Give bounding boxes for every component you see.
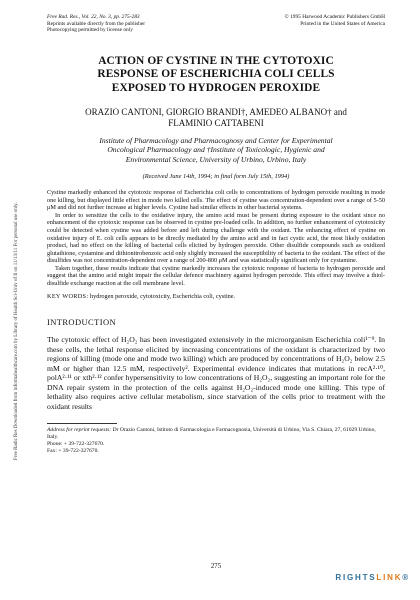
reprints-note: Reprints available directly from the publisher — [47, 20, 146, 27]
rightslink-wordmark — [335, 573, 410, 582]
reprint-address-footnote — [47, 427, 385, 454]
author-line: ORAZIO CANTONI, GIORGIO BRANDI†, AMEDEO ALBANO† and — [85, 107, 347, 117]
journal-header — [47, 14, 385, 34]
rightslink-word-2: LINK — [376, 573, 403, 582]
footnote-divider — [47, 423, 117, 424]
download-watermark — [2, 130, 18, 460]
introduction-body — [47, 335, 385, 411]
keywords — [47, 293, 385, 300]
journal-header-right — [285, 14, 385, 34]
author-list — [47, 107, 385, 129]
rightslink-word-1: RIGHTS — [335, 573, 377, 582]
keywords-label: KEY WORDS: — [47, 293, 89, 301]
footnote-fax: Fax: + 39-722-327670. — [47, 447, 99, 454]
affiliation-line: Institute of Pharmacology and Pharmacognosy and Center for Experimental — [99, 136, 333, 145]
introduction-paragraph: The cytotoxic effect of H₂O₂ has been investigated extensively in the microorganism Escherichia coli¹⁻⁹. In these cells, the lethal response elicited by increasing concentrations of the oxidant is characterized by two regions of killing (mode one and mode two killing) which are produced by concentrations of H₂O₂ below 2.5 mM or higher than 12.5 mM, respectively². Experimental evidence indicates that mutations in recA²·¹⁰, polA²·¹¹ or xth²·¹² confer hypersensitivity to low concentrations of H₂O₂, suggesting an important role for the DNA repair system in the protection of the cells against H₂O₂-induced mode one killing. This type of lethality also requires active cellular metabolism, since starvation of the cells prior to treatment with the oxidant results — [47, 335, 385, 411]
photocopy-note: Photocopying permitted by license only — [47, 27, 133, 34]
download-watermark-text: Free Radic Res Downloaded from informahealthcare.com by Library of Health Sci-Univ of Il on 11/13/11 For personal use only. — [14, 202, 19, 460]
affiliation-line: Oncological Pharmacology and †Institute of Toxicologic, Hygienic and — [107, 145, 325, 155]
title-line: EXPOSED TO HYDROGEN PEROXIDE — [111, 81, 321, 94]
title-line: ACTION OF CYSTINE IN THE CYTOTOXIC — [98, 54, 334, 67]
page-number: 275 — [210, 563, 222, 570]
author-line: FLAMINIO CATTABENI — [168, 118, 264, 128]
rightslink-mark: ® — [402, 573, 410, 582]
abstract — [47, 189, 385, 287]
rightslink-logo[interactable] — [335, 573, 410, 582]
title-line: RESPONSE OF ESCHERICHIA COLI CELLS — [97, 68, 335, 81]
printed-note: Printed in the United States of America — [300, 20, 385, 27]
section-heading-introduction: INTRODUCTION — [47, 317, 117, 328]
keywords-text: hydrogen peroxide, cytotoxicity, Escherichia coli, cystine. — [89, 293, 236, 301]
abstract-paragraph: Taken together, these results indicate that cystine markedly increases the cytotoxic response of bacteria to hydrogen peroxide and suggest that the amino acid might impair the cellular defence machinery against hydrogen peroxide. This effect may involve a thiol-disulfide exchange reaction at the cell membrane level. — [47, 264, 385, 287]
abstract-paragraph: In order to sensitize the cells to the oxidative injury, the amino acid must be present during exposure to the oxidant since no enhancement of the cytotoxic response can be observed in cystine pre-loaded cells. In addition, no further enhancement of cytotoxicity could be detected when cystine was added before and left during challenge with the oxidant. The enhancing effect of cystine on oxidative injury of E. coli cells appears to be directly mediated by the amino acid and in fact cystic acid, the most likely oxidation product, had no effect on the killing of bacterial cells elicited by hydrogen peroxide. Other disulfide compounds such as oxidized glutathione, cystamine and dithionitrobenzoic acid only slightly increased the susceptibility of bacteria to the oxidant. The effect of the disulfides was not concentration-dependent over a range of 200-800 μM and was statistically significant only for cystamine. — [47, 211, 385, 265]
affiliation-line: Environmental Science, University of Urbino, Urbino, Italy — [125, 154, 307, 164]
journal-header-left — [47, 14, 145, 34]
footnote-label: Address for reprint requests: — [47, 427, 112, 434]
received-dates: (Received June 14th, 1994; in final form July 15th, 1994) — [142, 173, 290, 181]
paper-title — [47, 55, 385, 95]
footnote-address: Dr Orazio Cantoni, Istituto di Farmacologia e Farmacognosia, Università di Urbino, Via S. Chiara, 27, 61029 Urbino, Italy. — [47, 427, 376, 441]
copyright-note: © 1995 Harwood Academic Publishers GmbH — [284, 14, 385, 20]
journal-citation: Free Rad. Res., Vol. 22, No. 3, pp. 275-283 — [47, 14, 140, 20]
affiliation — [47, 136, 385, 164]
abstract-paragraph: Cystine markedly enhanced the cytotoxic response of Escherichia coli cells to concentrations of hydrogen peroxide resulting in mode one killing, but displayed little effect in mode two killed cells. The effect of cystine was concentration-dependent over a range of 5-50 μM and did not further increase at higher levels. Cystine had similar effects in other bacterial systems. — [47, 189, 385, 212]
paper-page — [47, 14, 385, 570]
footnote-phone: Phone: + 39-722-327670. — [47, 440, 105, 447]
